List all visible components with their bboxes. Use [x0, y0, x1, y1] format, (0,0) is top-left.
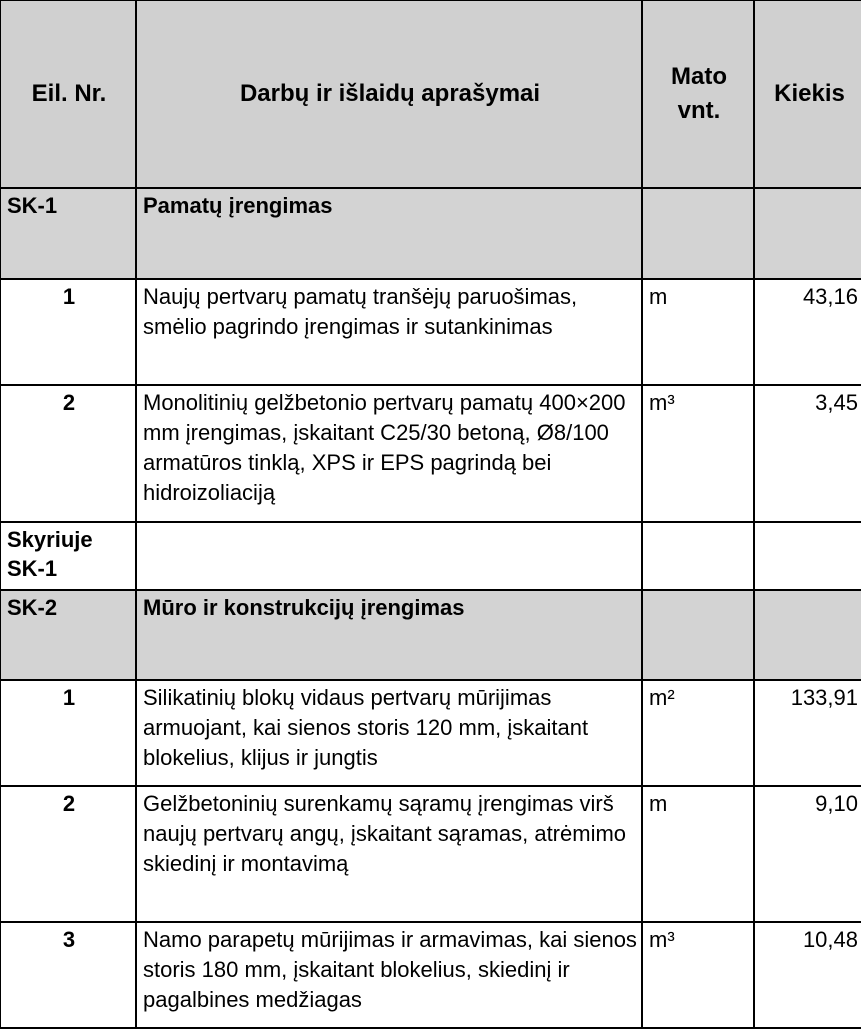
header-description: Darbų ir išlaidų aprašymai [136, 0, 642, 188]
table-row [0, 786, 861, 922]
section-row-sk1 [0, 188, 861, 279]
item-number: 2 [0, 385, 136, 522]
subtotal-unit-empty [642, 522, 754, 590]
item-quantity: 9,10 [754, 786, 861, 922]
header-quantity: Kiekis [754, 0, 861, 188]
header-number: Eil. Nr. [0, 0, 136, 188]
table-row [0, 279, 861, 385]
table-row [0, 385, 861, 522]
section-qty-empty [754, 188, 861, 279]
table-row [0, 922, 861, 1028]
item-quantity: 133,91 [754, 680, 861, 786]
item-unit: m [642, 786, 754, 922]
header-unit: Mato vnt. [642, 0, 754, 188]
item-number: 1 [0, 680, 136, 786]
section-unit-empty [642, 188, 754, 279]
item-description: Namo parapetų mūrijimas ir armavimas, kai sienos storis 180 mm, įskaitant blokelius, skiedinį ir pagalbines medžiagas [136, 922, 642, 1028]
item-unit: m [642, 279, 754, 385]
item-unit: m² [642, 680, 754, 786]
subtotal-description-empty [136, 522, 642, 590]
item-quantity: 43,16 [754, 279, 861, 385]
section-code: SK-1 [0, 188, 136, 279]
item-description: Silikatinių blokų vidaus pertvarų mūrijimas armuojant, kai sienos storis 120 mm, įskaitant blokelius, klijus ir jungtis [136, 680, 642, 786]
item-description: Naujų pertvarų pamatų tranšėjų paruošimas, smėlio pagrindo įrengimas ir sutankinimas [136, 279, 642, 385]
item-quantity: 10,48 [754, 922, 861, 1028]
section-qty-empty [754, 590, 861, 680]
section-title: Mūro ir konstrukcijų įrengimas [136, 590, 642, 680]
section-code: SK-2 [0, 590, 136, 680]
item-quantity: 3,45 [754, 385, 861, 522]
header-row [0, 0, 861, 188]
subtotal-row-sk1 [0, 522, 861, 590]
subtotal-qty-empty [754, 522, 861, 590]
section-title: Pamatų įrengimas [136, 188, 642, 279]
item-description: Monolitinių gelžbetonio pertvarų pamatų 400×200 mm įrengimas, įskaitant C25/30 betoną, Ø8/100 armatūros tinklą, XPS ir EPS pagrindą bei hidroizoliaciją [136, 385, 642, 522]
section-row-sk2 [0, 590, 861, 680]
item-description: Gelžbetoninių surenkamų sąramų įrengimas virš naujų pertvarų angų, įskaitant sąramas, atrėmimo skiedinį ir montavimą [136, 786, 642, 922]
table-row [0, 680, 861, 786]
section-unit-empty [642, 590, 754, 680]
item-number: 2 [0, 786, 136, 922]
item-number: 1 [0, 279, 136, 385]
item-unit: m³ [642, 922, 754, 1028]
item-unit: m³ [642, 385, 754, 522]
item-number: 3 [0, 922, 136, 1028]
subtotal-label: Skyriuje SK-1 [0, 522, 136, 590]
